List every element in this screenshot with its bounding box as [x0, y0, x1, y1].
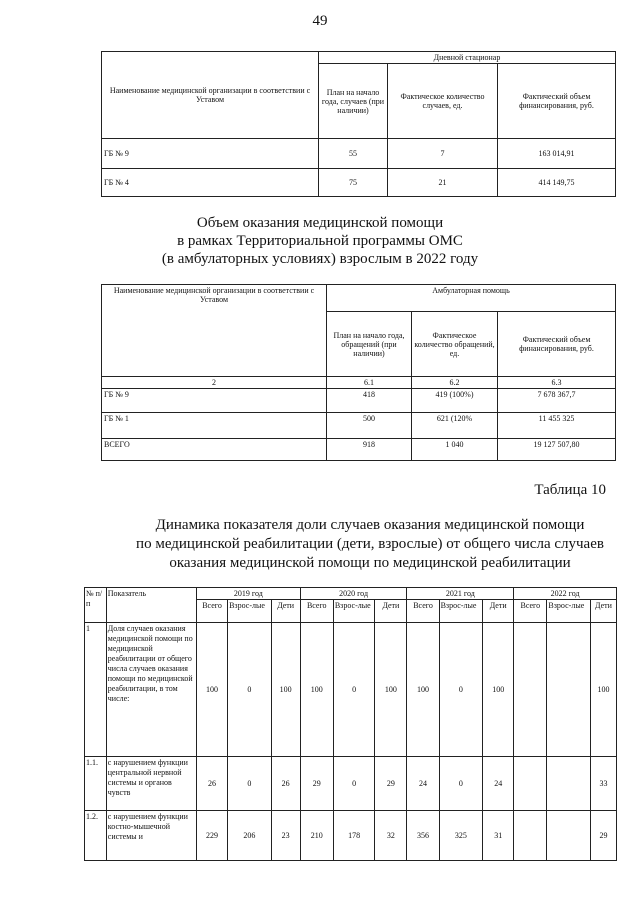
cell-value: 356 [407, 811, 439, 861]
cell-value [514, 811, 547, 861]
heading-line: Динамика показателя доли случаев оказания медицинской помощи [155, 517, 585, 533]
col-header-fact: Фактическое количество случаев, ед. [388, 64, 498, 139]
cell-value: 100 [375, 623, 407, 757]
cell-fin: 11 455 325 [498, 413, 616, 439]
sub-header-child: Дети [483, 600, 514, 623]
year-header: 2019 год [196, 588, 300, 600]
col-header-indicator: Показатель [106, 588, 196, 623]
cell-plan: 418 [327, 389, 412, 413]
sub-header-all: Всего [300, 600, 333, 623]
cell-value: 0 [228, 623, 272, 757]
table-row [102, 413, 616, 439]
col-header-num: № п/п [85, 588, 107, 623]
heading-line: Объем оказания медицинской помощи [196, 215, 444, 231]
cell-fact: 1 040 [412, 439, 498, 461]
cell-value: 29 [300, 757, 333, 811]
cell-value: 100 [590, 623, 616, 757]
cell-value: 229 [196, 811, 227, 861]
cell-value [547, 623, 591, 757]
cell-name: ГБ № 4 [102, 169, 319, 197]
col-header-plan: План на начало года, обращений (при наличии) [327, 312, 412, 377]
cell-value: 24 [407, 757, 439, 811]
cell-num: 6.3 [498, 377, 616, 389]
heading-line: по медицинской реабилитации (дети, взрослые) от общего числа случаев [136, 536, 604, 552]
year-header: 2022 год [514, 588, 617, 600]
cell-fin: 7 678 367,7 [498, 389, 616, 413]
sub-header-adult: Взрос-лые [333, 600, 374, 623]
sub-header-child: Дети [590, 600, 616, 623]
cell-value: 100 [300, 623, 333, 757]
cell-name: ГБ № 9 [102, 389, 327, 413]
cell-value: 100 [407, 623, 439, 757]
cell-fact: 621 (120% [412, 413, 498, 439]
table-row [85, 757, 617, 811]
cell-num: 1 [85, 623, 107, 757]
cell-plan: 55 [319, 139, 388, 169]
table-row [102, 169, 616, 197]
cell-value: 100 [271, 623, 300, 757]
cell-num: 6.1 [327, 377, 412, 389]
cell-name: ГБ № 1 [102, 413, 327, 439]
sub-header-all: Всего [407, 600, 439, 623]
cell-value [547, 811, 591, 861]
cell-fact: 419 (100%) [412, 389, 498, 413]
heading-line: оказания медицинской помощи по медицинской реабилитации [169, 555, 571, 571]
table-row [102, 377, 616, 389]
cell-value: 23 [271, 811, 300, 861]
col-header-fin: Фактический объем финансирования, руб. [498, 64, 616, 139]
page-number: 49 [312, 13, 328, 29]
cell-value: 325 [439, 811, 483, 861]
cell-name: ВСЕГО [102, 439, 327, 461]
cell-fin: 414 149,75 [498, 169, 616, 197]
cell-value: 33 [590, 757, 616, 811]
cell-value: 26 [196, 757, 227, 811]
cell-plan: 75 [319, 169, 388, 197]
sub-header-all: Всего [514, 600, 547, 623]
sub-header-child: Дети [271, 600, 300, 623]
table-number: Таблица 10 [534, 482, 606, 498]
table-row [85, 811, 617, 861]
heading-line: в рамках Территориальной программы ОМС [177, 233, 463, 249]
cell-value: 100 [196, 623, 227, 757]
cell-fact: 21 [388, 169, 498, 197]
day-hospital-table [101, 51, 616, 197]
cell-indicator: с нарушением функции костно-мышечной системы и [106, 811, 196, 861]
col-header-plan: План на начало года, случаев (при наличии) [319, 64, 388, 139]
cell-indicator: Доля случаев оказания медицинской помощи по медицинской реабилитации от общего числа случаев оказания помощи по медицинской реабилитации, в том числе: [106, 623, 196, 757]
cell-num: 1.2. [85, 811, 107, 861]
cell-value: 178 [333, 811, 374, 861]
cell-plan: 918 [327, 439, 412, 461]
cell-fin: 163 014,91 [498, 139, 616, 169]
cell-fin: 19 127 507,80 [498, 439, 616, 461]
sub-header-adult: Взрос-лые [439, 600, 483, 623]
sub-header-child: Дети [375, 600, 407, 623]
sub-header-adult: Взрос-лые [547, 600, 591, 623]
year-header: 2021 год [407, 588, 514, 600]
cell-value [514, 623, 547, 757]
rehabilitation-table [84, 587, 617, 861]
table-row [85, 623, 617, 757]
cell-value [547, 757, 591, 811]
group-header: Дневной стационар [319, 52, 616, 64]
outpatient-table [101, 284, 616, 461]
cell-value: 210 [300, 811, 333, 861]
cell-value: 100 [483, 623, 514, 757]
heading-line: (в амбулаторных условиях) взрослым в 2022 году [161, 251, 479, 267]
sub-header-adult: Взрос-лые [228, 600, 272, 623]
cell-num: 1.1. [85, 757, 107, 811]
section-heading [100, 516, 640, 573]
cell-value: 29 [590, 811, 616, 861]
table-row [102, 139, 616, 169]
group-header: Амбулаторная помощь [327, 285, 616, 312]
cell-value: 32 [375, 811, 407, 861]
col-header-name: Наименование медицинской организации в соответствии с Уставом [102, 52, 319, 139]
table-row [102, 439, 616, 461]
cell-fact: 7 [388, 139, 498, 169]
col-header-name: Наименование медицинской организации в соответствии с Уставом [102, 285, 327, 377]
cell-num: 6.2 [412, 377, 498, 389]
year-header: 2020 год [300, 588, 407, 600]
cell-indicator: с нарушением функции центральной нервной системы и органов чувств [106, 757, 196, 811]
col-header-fact: Фактическое количество обращений, ед. [412, 312, 498, 377]
cell-value: 206 [228, 811, 272, 861]
cell-value: 26 [271, 757, 300, 811]
cell-num: 2 [102, 377, 327, 389]
sub-header-all: Всего [196, 600, 227, 623]
cell-value: 0 [439, 757, 483, 811]
cell-value: 0 [439, 623, 483, 757]
col-header-fin: Фактический объем финансирования, руб. [498, 312, 616, 377]
cell-value [514, 757, 547, 811]
section-heading [0, 214, 640, 268]
cell-value: 24 [483, 757, 514, 811]
cell-value: 0 [333, 623, 374, 757]
cell-value: 29 [375, 757, 407, 811]
cell-plan: 500 [327, 413, 412, 439]
cell-value: 31 [483, 811, 514, 861]
table-row [102, 389, 616, 413]
cell-name: ГБ № 9 [102, 139, 319, 169]
cell-value: 0 [228, 757, 272, 811]
cell-value: 0 [333, 757, 374, 811]
